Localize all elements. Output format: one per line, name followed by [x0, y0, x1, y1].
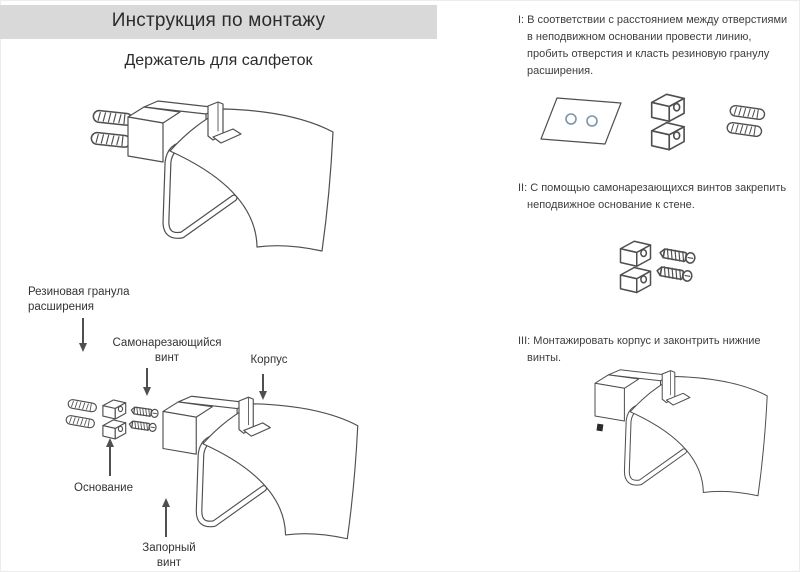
label-body: Корпус	[250, 354, 288, 366]
label-lock-screw: Запорный винт	[142, 542, 196, 569]
page-title: Инструкция по монтажу	[111, 10, 326, 31]
label-rubber-granule: Резиновая гранула расширения	[28, 286, 130, 313]
body-arrow-icon	[262, 374, 264, 392]
base-arrow-icon	[109, 446, 111, 476]
label-base: Основание	[74, 482, 133, 494]
lock-screw-arrow-icon	[165, 506, 167, 537]
screw-arrow-icon	[146, 368, 148, 388]
step-2-illustration	[602, 232, 747, 302]
step-3-illustration	[565, 360, 780, 505]
page-subtitle: Держатель для салфеток	[124, 52, 313, 69]
assembled-holder-drawing	[80, 80, 410, 265]
step-1-illustration	[535, 88, 785, 163]
step-1-text: I: В соответствии с расстоянием между отверстиями в неподвижном основании провести линию, пробить отверстия и класть резиновую гранулу расширения.	[518, 14, 788, 78]
granule-arrow-icon	[82, 318, 84, 344]
label-self-tapping-screw: Самонарезающийся винт	[112, 337, 222, 364]
step-2-text: II: С помощью самонарезающихся винтов закрепить неподвижное основание к стене.	[518, 182, 787, 212]
step-3-text: III: Монтажировать корпус и законтрить нижние винты.	[518, 335, 761, 365]
exploded-view-drawing	[55, 385, 405, 550]
